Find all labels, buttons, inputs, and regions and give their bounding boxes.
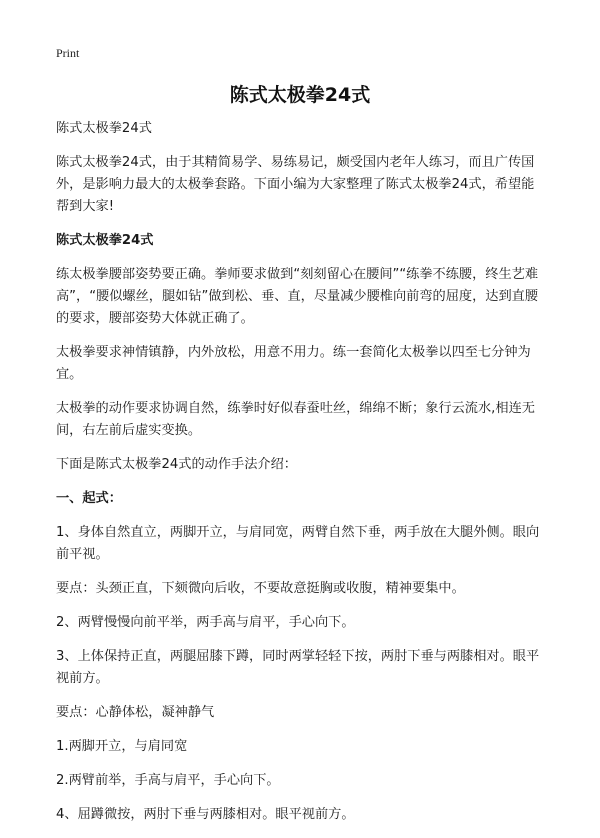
step3-paragraph: 3、上体保持正直，两腿屈膝下蹲，同时两掌轻轻下按，两肘下垂与两膝相对。眼平视前方。 [56,649,540,686]
intro-paragraph: 陈式太极拳24式，由于其精简易学、易练易记，颇受国内老年人练习，而且广传国外，是影响力最大的太极拳套路。下面小编为大家整理了陈式太极拳24式，希望能帮到大家! [56,155,535,214]
calm-paragraph: 太极拳要求神情镇静，内外放松，用意不用力。练一套简化太极拳以四至七分钟为宜。 [56,345,531,382]
step1-paragraph: 1、身体自然直立，两脚开立，与肩同宽，两臂自然下垂，两手放在大腿外侧。眼向前平视。 [56,525,540,562]
section-heading: 陈式太极拳24式 [56,233,154,248]
summary-item-1: 1.两脚开立，与肩同宽 [56,739,188,754]
summary-item-2: 2.两臂前举，手高与肩平，手心向下。 [56,773,280,788]
page-title: 陈式太极拳24式 [229,84,371,106]
coordination-paragraph: 太极拳的动作要求协调自然，练拳时好似春蚕吐丝，绵绵不断；象行云流水,相连无间，右左前后虚实变换。 [56,401,535,438]
article-subtitle: 陈式太极拳24式 [56,121,152,136]
step2-paragraph: 2、两臂慢慢向前平举，两手高与肩平，手心向下。 [56,615,355,630]
summary-item-3: 4、屈蹲微按，两肘下垂与两膝相对。眼平视前方。 [56,807,355,822]
article-body [56,118,544,838]
key-point-2: 要点：心静体松，凝神静气 [56,705,215,720]
print-link[interactable]: Print [56,46,80,60]
key-point-1: 要点：头颈正直，下颏微向后收，不要故意挺胸或收腹，精神要集中。 [56,581,465,596]
waist-paragraph: 练太极拳腰部姿势要正确。拳师要求做到“刻刻留心在腰间”“练拳不练腰，终生艺难高”，“腰似螺丝，腿如钻”做到松、垂、直，尽量减少腰椎向前弯的屈度，达到直腰的要求，腰部姿势大体就正确了。 [56,267,539,326]
moves-intro-paragraph: 下面是陈式太极拳24式的动作手法介绍： [56,457,297,472]
move1-heading: 一、起式： [56,491,122,506]
